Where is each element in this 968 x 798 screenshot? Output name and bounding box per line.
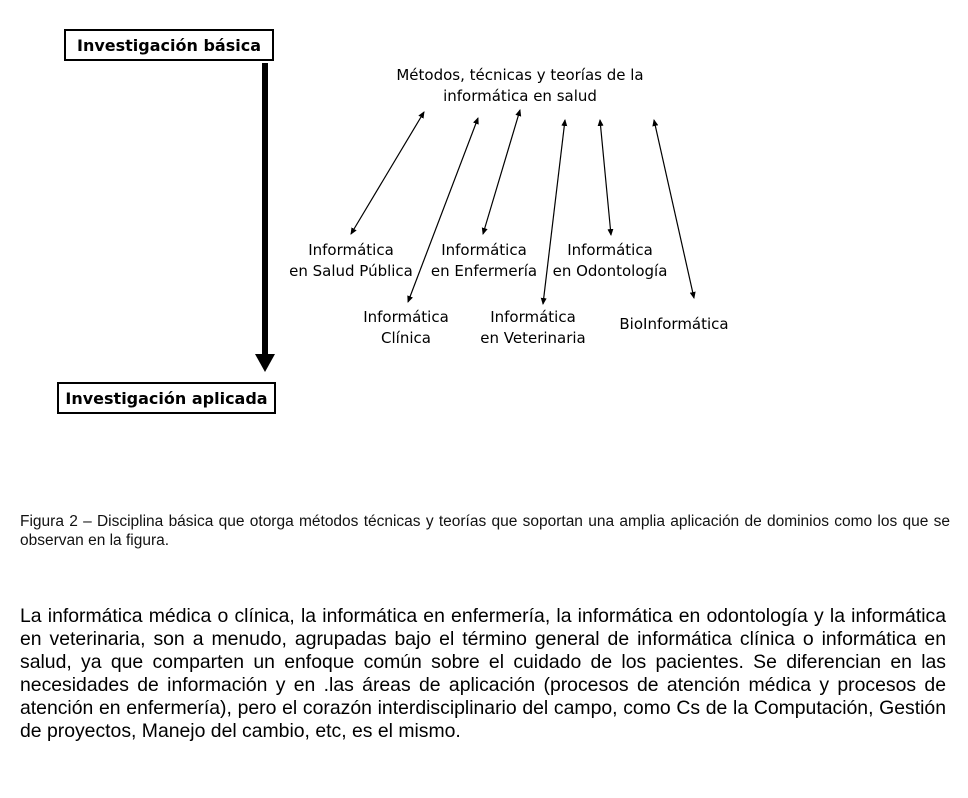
methods-label-line-1: Métodos, técnicas y teorías de la [396,66,644,84]
domain-line: en Veterinaria [480,329,586,347]
domain-line: Informática [441,241,527,259]
domain-clinica [350,307,462,349]
body-paragraph: La informática médica o clínica, la informática en enfermería, la informática en odontología y la informática en veterinaria, son a menudo, agrupadas bajo el término general de informática clínica o informática en salud, ya que comparten un enfoque común sobre el cuidado de los pacientes. Se diferencian en las necesidades de información y en .las áreas de aplicación (procesos de atención médica y procesos de atención en enfermería), pero el corazón interdisciplinario del campo, como Cs de la Computación, Gestión de proyectos, Manejo del cambio, etc, es el mismo. [20,605,946,742]
vertical-research-arrow [255,63,275,372]
applied-research-box: Investigación aplicada [57,382,276,414]
figure-caption: Figura 2 – Disciplina básica que otorga métodos técnicas y teorías que soportan una amplia aplicación de dominios como los que se observan en la figura. [20,513,950,549]
domain-line: en Salud Pública [289,262,413,280]
basic-research-box: Investigación básica [64,29,274,61]
domain-bioinformatica [612,314,736,335]
arrow-salud-publica [351,112,424,234]
arrow-odontologia [600,120,611,235]
methods-label-line-2: informática en salud [443,87,597,105]
domain-line: en Odontología [552,262,668,280]
methods-techniques-label [385,65,655,107]
domain-veterinaria [472,307,594,349]
domain-line: Informática [567,241,653,259]
domain-salud-publica [283,240,419,282]
domain-line: en Enfermería [430,262,538,280]
domain-enfermeria [424,240,544,282]
domain-line: Informática [308,241,394,259]
domain-odontologia [547,240,673,282]
domain-line: Clínica [381,329,431,347]
domain-line: BioInformática [619,315,729,333]
domain-line: Informática [490,308,576,326]
arrow-enfermeria [483,110,520,234]
domain-line: Informática [363,308,449,326]
